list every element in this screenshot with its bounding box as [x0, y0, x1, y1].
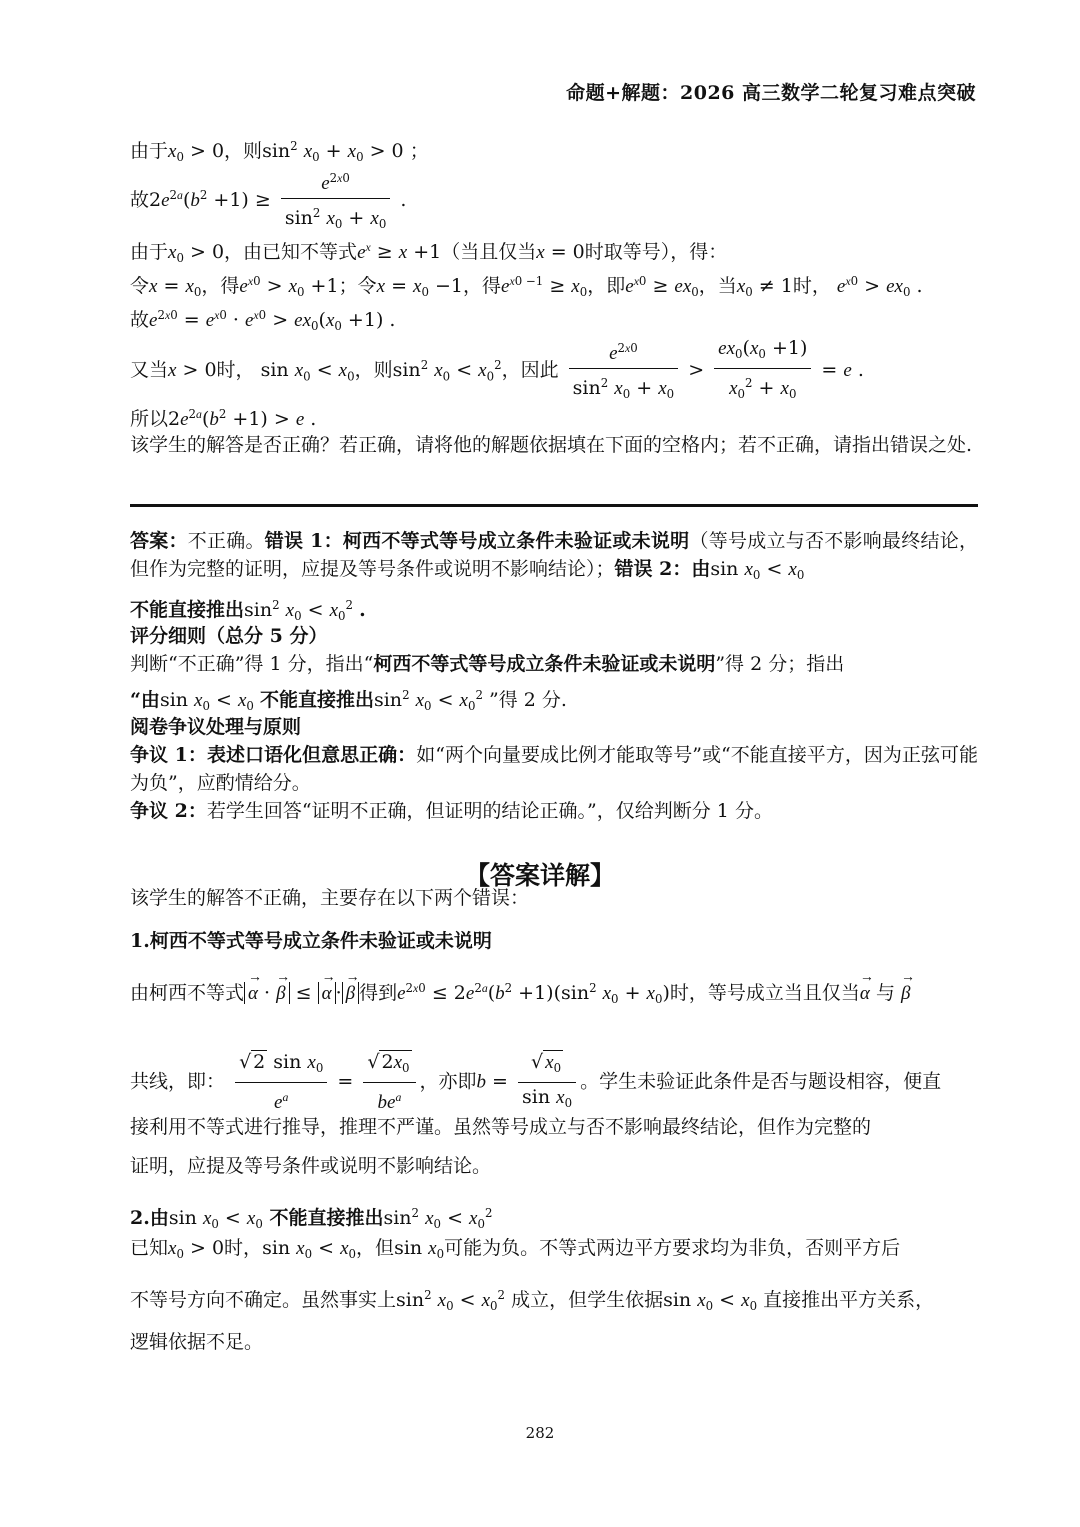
page-header: 命题+解题：2026 高三数学二轮复习难点突破 [566, 82, 976, 104]
dispute-2: 争议 2：若学生回答“证明不正确，但证明的结论正确。”，仅给判断分 1 分。 [130, 800, 773, 822]
proof-line-7: 所以$2e^{2a}(b^2 +1) > e$ . [130, 407, 317, 431]
scoring-line-1: 判断“不正确”得 1 分，指出“柯西不等式等号成立条件未验证或未说明”得 2 分；指出 [130, 653, 845, 675]
dispute-title: 阅卷争议处理与原则 [130, 716, 302, 738]
detail-heading-1: 1.柯西不等式等号成立条件未验证或未说明 [130, 930, 492, 952]
proof-line-3: 由于$x_0 > 0$，由已知不等式$e^x \ge x +1$（当且仅当x = 0时取等号），得： [130, 241, 728, 266]
section-divider [130, 504, 978, 507]
proof-line-5: 故$e^{2x0} = e^{x0} \cdot e^{x0} > ex_0(x_0 +1)$ . [130, 308, 396, 334]
detail-line-4: 证明，应提及等号条件或说明不影响结论。 [130, 1155, 492, 1177]
dispute-1: 争议 1：表述口语化但意思正确：如“两个向量要成比例才能取等号”或“不能直接平方，因为正弦可能为负”，应酌情给分。 [130, 744, 978, 794]
fraction: $\frac{e^{2x0}}{\sin^2 x_0 + x_0}$ [569, 336, 679, 406]
proof-line-6: 又当x > 0时， $\sin x_0 < x_0$，则$\sin^2 x_0 < x_0^2$，因此 $\frac{e^{2x0}}{\sin^2 x_0 + x_0}$ > $\frac{ex_0(x_0 +1)}{x_0^2 + x_0}$ = e . [130, 336, 864, 406]
proof-line-1: 由于$x_0 > 0$，则$\sin^2 x_0 + x_0 > 0$ ； [130, 139, 429, 165]
page-number: 282 [525, 1424, 555, 1442]
fraction: $\frac{e^{2x0}}{\sin^2 x_0 + x_0}$ [281, 166, 391, 236]
detail-title: 【答案详解】 [464, 861, 615, 890]
scoring-title: 评分细则（总分 5 分） [130, 625, 328, 647]
detail-line-5: 已知$x_0 > 0$时，$\sin x_0 < x_0$，但$\sin x_0$可能为负。不等式两边平方要求均为非负，否则平方后 [130, 1237, 901, 1262]
proof-line-4: 令$x = x_0$，得$e^{x0} > x_0 +1$；令$x = x_0 -1$，得$e^{x0 -1} \ge x_0$，即$e^{x0} \ge ex_0$，当$x_0 \ne 1$时， $e^{x0} > ex_0$ . [130, 274, 923, 300]
scoring-line-2: “由$\sin x_0 < x_0$ 不能直接推出$\sin^2 x_0 < x_0^2$ ”得 2 分. [130, 688, 567, 714]
answer-line-3: 不能直接推出$\sin^2 x_0 < x_0^2$ . [130, 598, 366, 624]
answer-block: 答案：不正确。错误 1：柯西不等式等号成立条件未验证或未说明（等号成立与否不影响最终结论，但作为完整的证明，应提及等号条件或说明不影响结论）；错误 2：由$\sin x_0 < x_0$ [130, 530, 978, 583]
detail-line-2: 共线，即： $\frac{√ 2 \sin x_0}{e^a}$ = $\frac{√ 2x_0}{be^a}$ ，亦即b = $\frac{√ x_0}{\sin x_0}$ 。学生未验证此条件是否与题设相容，便直 [130, 1050, 941, 1115]
fraction: $\frac{√ x_0}{\sin x_0}$ [518, 1050, 576, 1115]
detail-line-7: 逻辑依据不足。 [130, 1331, 264, 1353]
fraction: $\frac{ex_0(x_0 +1)}{x_0^2 + x_0}$ [714, 336, 811, 406]
fraction: $\frac{√ 2x_0}{be^a}$ [363, 1050, 415, 1115]
detail-line-6: 不等号方向不确定。虽然事实上$\sin^2 x_0 < x_0^2$ 成立，但学生依据$\sin x_0 < x_0$ 直接推出平方关系， [130, 1288, 935, 1314]
fraction: $\frac{√ 2 \sin x_0}{e^a}$ [235, 1050, 327, 1115]
question-text: 该学生的解答是否正确？若正确，请将他的解题依据填在下面的空格内；若不正确，请指出错误之处. [130, 434, 973, 456]
detail-heading-2: 2.由$\sin x_0 < x_0$ 不能直接推出$\sin^2 x_0 < x_0^2$ [130, 1206, 493, 1232]
detail-line-1: 由柯西不等式→ α · → β ≤ → α ·→ β 得到$e^{2x0} \le 2e^{2a}(b^2 +1)(\sin^2$ $x_0 + x_0$)时，等号成立当且仅当→ α 与 → β [130, 974, 910, 1013]
detail-intro: 该学生的解答不正确，主要存在以下两个错误： [130, 887, 530, 909]
proof-line-2: 故$2e^{2a}(b^2 +1)$ ≥ $\frac{e^{2x0}}{\sin^2 x_0 + x_0}$ . [130, 166, 406, 236]
detail-line-3: 接利用不等式进行推导，推理不严谨。虽然等号成立与否不影响最终结论，但作为完整的 [130, 1116, 872, 1138]
